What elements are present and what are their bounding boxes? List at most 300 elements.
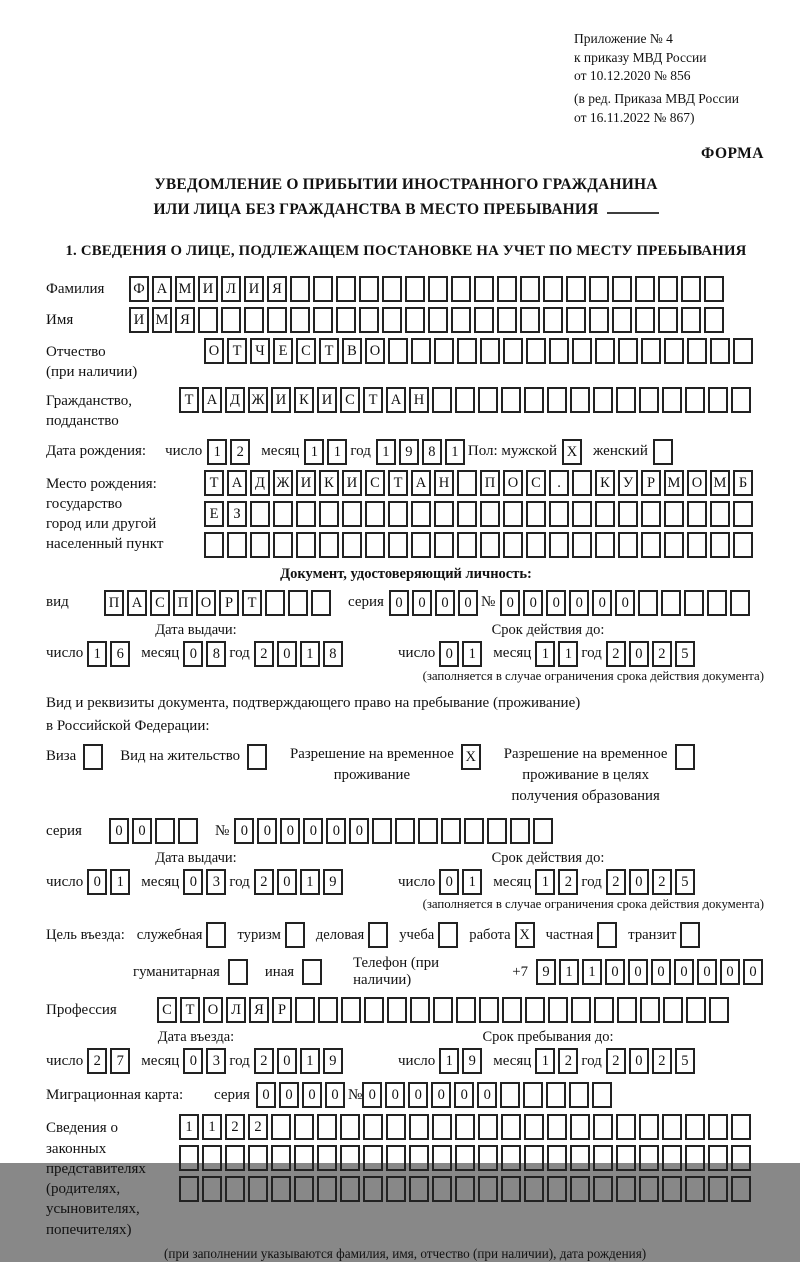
form-cell[interactable]: 2 bbox=[652, 1048, 672, 1074]
form-cell[interactable] bbox=[594, 997, 614, 1023]
form-cell[interactable] bbox=[569, 1082, 589, 1108]
form-cell[interactable] bbox=[616, 1114, 636, 1140]
form-cell[interactable]: О bbox=[204, 338, 224, 364]
form-cell[interactable] bbox=[455, 1114, 475, 1140]
form-cell[interactable]: 0 bbox=[385, 1082, 405, 1108]
form-cell[interactable] bbox=[572, 501, 592, 527]
form-cell[interactable]: 0 bbox=[743, 959, 763, 985]
form-cell[interactable]: Я bbox=[249, 997, 269, 1023]
form-cell[interactable] bbox=[365, 532, 385, 558]
form-cell[interactable] bbox=[340, 1114, 360, 1140]
form-cell[interactable]: 0 bbox=[183, 869, 203, 895]
form-cell[interactable] bbox=[250, 532, 270, 558]
form-cell[interactable]: 0 bbox=[389, 590, 409, 616]
form-cell[interactable]: 0 bbox=[302, 1082, 322, 1108]
form-cell[interactable] bbox=[179, 1145, 199, 1171]
form-cell[interactable] bbox=[372, 818, 392, 844]
form-cell[interactable] bbox=[639, 387, 659, 413]
form-cell[interactable]: А bbox=[411, 470, 431, 496]
form-cell[interactable]: И bbox=[317, 387, 337, 413]
form-cell[interactable] bbox=[288, 590, 308, 616]
form-cell[interactable] bbox=[687, 501, 707, 527]
form-cell[interactable]: 0 bbox=[629, 1048, 649, 1074]
form-cell[interactable] bbox=[83, 744, 103, 770]
form-cell[interactable]: А bbox=[202, 387, 222, 413]
form-cell[interactable]: 0 bbox=[651, 959, 671, 985]
form-cell[interactable]: М bbox=[152, 307, 172, 333]
form-cell[interactable]: Р bbox=[272, 997, 292, 1023]
form-cell[interactable] bbox=[572, 338, 592, 364]
form-cell[interactable] bbox=[571, 997, 591, 1023]
form-cell[interactable] bbox=[386, 1176, 406, 1202]
form-cell[interactable] bbox=[520, 307, 540, 333]
form-cell[interactable] bbox=[524, 387, 544, 413]
form-cell[interactable] bbox=[250, 501, 270, 527]
form-cell[interactable] bbox=[731, 1176, 751, 1202]
form-cell[interactable] bbox=[497, 276, 517, 302]
form-cell[interactable]: Т bbox=[227, 338, 247, 364]
form-cell[interactable]: . bbox=[549, 470, 569, 496]
form-cell[interactable]: П bbox=[104, 590, 124, 616]
form-cell[interactable]: И bbox=[129, 307, 149, 333]
form-cell[interactable] bbox=[336, 276, 356, 302]
form-cell[interactable] bbox=[363, 1114, 383, 1140]
form-cell[interactable]: 1 bbox=[304, 439, 324, 465]
form-cell[interactable] bbox=[382, 276, 402, 302]
form-cell[interactable]: 1 bbox=[376, 439, 396, 465]
form-cell[interactable] bbox=[290, 307, 310, 333]
form-cell[interactable] bbox=[708, 387, 728, 413]
form-cell[interactable] bbox=[432, 387, 452, 413]
form-cell[interactable]: З bbox=[227, 501, 247, 527]
form-cell[interactable] bbox=[433, 997, 453, 1023]
form-cell[interactable] bbox=[524, 1176, 544, 1202]
form-cell[interactable] bbox=[687, 532, 707, 558]
form-cell[interactable] bbox=[441, 818, 461, 844]
form-cell[interactable] bbox=[589, 276, 609, 302]
form-cell[interactable]: 1 bbox=[535, 869, 555, 895]
form-cell[interactable]: 1 bbox=[207, 439, 227, 465]
form-cell[interactable] bbox=[479, 997, 499, 1023]
form-cell[interactable] bbox=[365, 501, 385, 527]
form-cell[interactable] bbox=[388, 532, 408, 558]
form-cell[interactable]: И bbox=[342, 470, 362, 496]
form-cell[interactable]: 2 bbox=[254, 641, 274, 667]
form-cell[interactable] bbox=[340, 1145, 360, 1171]
form-cell[interactable]: 1 bbox=[87, 641, 107, 667]
form-cell[interactable]: А bbox=[152, 276, 172, 302]
form-cell[interactable]: 5 bbox=[675, 641, 695, 667]
form-cell[interactable]: С bbox=[340, 387, 360, 413]
form-cell[interactable]: 2 bbox=[225, 1114, 245, 1140]
form-cell[interactable] bbox=[592, 1082, 612, 1108]
form-cell[interactable]: 0 bbox=[257, 818, 277, 844]
form-cell[interactable] bbox=[480, 501, 500, 527]
form-cell[interactable] bbox=[364, 997, 384, 1023]
form-cell[interactable]: О bbox=[203, 997, 223, 1023]
form-cell[interactable] bbox=[179, 1176, 199, 1202]
form-cell[interactable] bbox=[221, 307, 241, 333]
form-cell[interactable]: 1 bbox=[202, 1114, 222, 1140]
form-cell[interactable]: 0 bbox=[303, 818, 323, 844]
form-cell[interactable] bbox=[295, 997, 315, 1023]
form-cell[interactable] bbox=[386, 1145, 406, 1171]
form-cell[interactable] bbox=[273, 501, 293, 527]
form-cell[interactable] bbox=[641, 338, 661, 364]
form-cell[interactable] bbox=[457, 470, 477, 496]
form-cell[interactable]: 0 bbox=[87, 869, 107, 895]
form-cell[interactable] bbox=[411, 338, 431, 364]
form-cell[interactable] bbox=[247, 744, 267, 770]
form-cell[interactable] bbox=[566, 307, 586, 333]
form-cell[interactable]: 0 bbox=[500, 590, 520, 616]
form-cell[interactable] bbox=[395, 818, 415, 844]
form-cell[interactable] bbox=[227, 532, 247, 558]
form-cell[interactable]: 0 bbox=[277, 869, 297, 895]
form-cell[interactable] bbox=[341, 997, 361, 1023]
form-cell[interactable] bbox=[198, 307, 218, 333]
form-cell[interactable] bbox=[708, 1114, 728, 1140]
form-cell[interactable] bbox=[503, 532, 523, 558]
form-cell[interactable] bbox=[503, 338, 523, 364]
form-cell[interactable]: 0 bbox=[629, 869, 649, 895]
form-cell[interactable] bbox=[434, 532, 454, 558]
form-cell[interactable] bbox=[731, 1145, 751, 1171]
form-cell[interactable] bbox=[593, 1114, 613, 1140]
form-cell[interactable] bbox=[664, 501, 684, 527]
form-cell[interactable] bbox=[455, 1145, 475, 1171]
form-cell[interactable]: X bbox=[461, 744, 481, 770]
form-cell[interactable] bbox=[409, 1114, 429, 1140]
form-cell[interactable]: О bbox=[365, 338, 385, 364]
form-cell[interactable] bbox=[388, 338, 408, 364]
form-cell[interactable] bbox=[524, 1114, 544, 1140]
form-cell[interactable] bbox=[547, 1114, 567, 1140]
form-cell[interactable] bbox=[363, 1176, 383, 1202]
form-cell[interactable]: Т bbox=[319, 338, 339, 364]
form-cell[interactable] bbox=[731, 387, 751, 413]
form-cell[interactable]: 0 bbox=[458, 590, 478, 616]
form-cell[interactable]: 8 bbox=[422, 439, 442, 465]
form-cell[interactable] bbox=[510, 818, 530, 844]
form-cell[interactable]: К bbox=[294, 387, 314, 413]
form-cell[interactable]: Т bbox=[363, 387, 383, 413]
form-cell[interactable]: 1 bbox=[462, 641, 482, 667]
form-cell[interactable] bbox=[296, 532, 316, 558]
form-cell[interactable] bbox=[710, 338, 730, 364]
form-cell[interactable] bbox=[595, 338, 615, 364]
form-cell[interactable]: 1 bbox=[300, 1048, 320, 1074]
form-cell[interactable] bbox=[342, 501, 362, 527]
form-cell[interactable]: 8 bbox=[206, 641, 226, 667]
form-cell[interactable] bbox=[733, 338, 753, 364]
form-cell[interactable] bbox=[434, 338, 454, 364]
form-cell[interactable] bbox=[457, 532, 477, 558]
form-cell[interactable] bbox=[418, 818, 438, 844]
form-cell[interactable]: Н bbox=[434, 470, 454, 496]
form-cell[interactable] bbox=[464, 818, 484, 844]
form-cell[interactable] bbox=[658, 276, 678, 302]
form-cell[interactable] bbox=[359, 276, 379, 302]
form-cell[interactable] bbox=[294, 1145, 314, 1171]
form-cell[interactable]: Т bbox=[242, 590, 262, 616]
form-cell[interactable]: Д bbox=[250, 470, 270, 496]
form-cell[interactable] bbox=[641, 501, 661, 527]
form-cell[interactable] bbox=[501, 1114, 521, 1140]
form-cell[interactable] bbox=[317, 1145, 337, 1171]
form-cell[interactable]: Р bbox=[219, 590, 239, 616]
form-cell[interactable] bbox=[294, 1176, 314, 1202]
form-cell[interactable] bbox=[641, 532, 661, 558]
form-cell[interactable]: 0 bbox=[362, 1082, 382, 1108]
form-cell[interactable]: 9 bbox=[462, 1048, 482, 1074]
form-cell[interactable]: Я bbox=[267, 276, 287, 302]
form-cell[interactable] bbox=[572, 470, 592, 496]
form-cell[interactable]: Ф bbox=[129, 276, 149, 302]
form-cell[interactable] bbox=[731, 1114, 751, 1140]
form-cell[interactable] bbox=[451, 307, 471, 333]
form-cell[interactable]: В bbox=[342, 338, 362, 364]
form-cell[interactable] bbox=[313, 307, 333, 333]
form-cell[interactable] bbox=[525, 997, 545, 1023]
form-cell[interactable] bbox=[663, 997, 683, 1023]
form-cell[interactable]: 0 bbox=[279, 1082, 299, 1108]
form-cell[interactable] bbox=[593, 1176, 613, 1202]
form-cell[interactable]: X bbox=[515, 922, 535, 948]
form-cell[interactable] bbox=[363, 1145, 383, 1171]
form-cell[interactable]: 2 bbox=[248, 1114, 268, 1140]
form-cell[interactable] bbox=[638, 590, 658, 616]
form-cell[interactable] bbox=[708, 1145, 728, 1171]
form-cell[interactable] bbox=[684, 590, 704, 616]
form-cell[interactable] bbox=[434, 501, 454, 527]
form-cell[interactable] bbox=[549, 532, 569, 558]
form-cell[interactable]: С bbox=[296, 338, 316, 364]
form-cell[interactable] bbox=[617, 997, 637, 1023]
form-cell[interactable] bbox=[411, 501, 431, 527]
form-cell[interactable] bbox=[612, 276, 632, 302]
form-cell[interactable]: С bbox=[526, 470, 546, 496]
form-cell[interactable]: 0 bbox=[412, 590, 432, 616]
form-cell[interactable] bbox=[635, 276, 655, 302]
form-cell[interactable] bbox=[155, 818, 175, 844]
form-cell[interactable]: 1 bbox=[110, 869, 130, 895]
form-cell[interactable] bbox=[618, 532, 638, 558]
form-cell[interactable] bbox=[318, 997, 338, 1023]
form-cell[interactable] bbox=[410, 997, 430, 1023]
form-cell[interactable] bbox=[709, 997, 729, 1023]
form-cell[interactable]: И bbox=[271, 387, 291, 413]
form-cell[interactable] bbox=[686, 997, 706, 1023]
form-cell[interactable]: 0 bbox=[435, 590, 455, 616]
form-cell[interactable] bbox=[456, 997, 476, 1023]
form-cell[interactable] bbox=[543, 276, 563, 302]
form-cell[interactable] bbox=[478, 387, 498, 413]
form-cell[interactable] bbox=[543, 307, 563, 333]
form-cell[interactable] bbox=[271, 1114, 291, 1140]
form-cell[interactable]: Е bbox=[204, 501, 224, 527]
form-cell[interactable] bbox=[317, 1176, 337, 1202]
form-cell[interactable] bbox=[342, 532, 362, 558]
form-cell[interactable] bbox=[428, 307, 448, 333]
form-cell[interactable]: 2 bbox=[87, 1048, 107, 1074]
form-cell[interactable] bbox=[616, 1176, 636, 1202]
form-cell[interactable]: 3 bbox=[206, 1048, 226, 1074]
form-cell[interactable]: 0 bbox=[546, 590, 566, 616]
form-cell[interactable] bbox=[616, 1145, 636, 1171]
form-cell[interactable]: 1 bbox=[179, 1114, 199, 1140]
form-cell[interactable]: 0 bbox=[628, 959, 648, 985]
form-cell[interactable] bbox=[526, 501, 546, 527]
form-cell[interactable] bbox=[704, 276, 724, 302]
form-cell[interactable] bbox=[487, 818, 507, 844]
form-cell[interactable] bbox=[409, 1145, 429, 1171]
form-cell[interactable] bbox=[685, 387, 705, 413]
form-cell[interactable] bbox=[595, 532, 615, 558]
form-cell[interactable] bbox=[549, 501, 569, 527]
form-cell[interactable]: 0 bbox=[674, 959, 694, 985]
form-cell[interactable] bbox=[202, 1176, 222, 1202]
form-cell[interactable]: Ж bbox=[273, 470, 293, 496]
form-cell[interactable]: 5 bbox=[675, 1048, 695, 1074]
form-cell[interactable] bbox=[409, 1176, 429, 1202]
form-cell[interactable]: Т bbox=[180, 997, 200, 1023]
form-cell[interactable] bbox=[411, 532, 431, 558]
form-cell[interactable]: Я bbox=[175, 307, 195, 333]
form-cell[interactable]: К bbox=[595, 470, 615, 496]
form-cell[interactable] bbox=[311, 590, 331, 616]
form-cell[interactable]: 1 bbox=[462, 869, 482, 895]
form-cell[interactable] bbox=[653, 439, 673, 465]
form-cell[interactable] bbox=[455, 387, 475, 413]
form-cell[interactable] bbox=[570, 1145, 590, 1171]
form-cell[interactable] bbox=[566, 276, 586, 302]
form-cell[interactable] bbox=[524, 1145, 544, 1171]
form-cell[interactable] bbox=[570, 1114, 590, 1140]
form-cell[interactable]: X bbox=[562, 439, 582, 465]
form-cell[interactable]: 6 bbox=[110, 641, 130, 667]
form-cell[interactable]: 0 bbox=[277, 1048, 297, 1074]
form-cell[interactable] bbox=[675, 744, 695, 770]
form-cell[interactable]: А bbox=[227, 470, 247, 496]
form-cell[interactable]: 0 bbox=[326, 818, 346, 844]
form-cell[interactable]: 1 bbox=[300, 869, 320, 895]
form-cell[interactable]: 2 bbox=[558, 869, 578, 895]
form-cell[interactable] bbox=[681, 307, 701, 333]
form-cell[interactable]: А bbox=[127, 590, 147, 616]
form-cell[interactable] bbox=[662, 387, 682, 413]
form-cell[interactable] bbox=[273, 532, 293, 558]
form-cell[interactable] bbox=[640, 997, 660, 1023]
form-cell[interactable] bbox=[523, 1082, 543, 1108]
form-cell[interactable]: 9 bbox=[536, 959, 556, 985]
form-cell[interactable] bbox=[359, 307, 379, 333]
form-cell[interactable] bbox=[549, 338, 569, 364]
form-cell[interactable] bbox=[225, 1176, 245, 1202]
form-cell[interactable] bbox=[387, 997, 407, 1023]
form-cell[interactable] bbox=[455, 1176, 475, 1202]
form-cell[interactable] bbox=[612, 307, 632, 333]
form-cell[interactable]: Л bbox=[221, 276, 241, 302]
form-cell[interactable]: Д bbox=[225, 387, 245, 413]
form-cell[interactable] bbox=[618, 338, 638, 364]
form-cell[interactable]: 0 bbox=[454, 1082, 474, 1108]
form-cell[interactable] bbox=[178, 818, 198, 844]
form-cell[interactable]: 3 bbox=[206, 869, 226, 895]
form-cell[interactable] bbox=[478, 1176, 498, 1202]
form-cell[interactable]: 0 bbox=[277, 641, 297, 667]
form-cell[interactable] bbox=[290, 276, 310, 302]
form-cell[interactable]: 0 bbox=[439, 869, 459, 895]
form-cell[interactable] bbox=[202, 1145, 222, 1171]
form-cell[interactable]: 1 bbox=[327, 439, 347, 465]
form-cell[interactable]: О bbox=[196, 590, 216, 616]
form-cell[interactable] bbox=[704, 307, 724, 333]
form-cell[interactable] bbox=[526, 338, 546, 364]
form-cell[interactable] bbox=[302, 959, 322, 985]
form-cell[interactable] bbox=[267, 307, 287, 333]
form-cell[interactable] bbox=[687, 338, 707, 364]
form-cell[interactable]: 2 bbox=[606, 641, 626, 667]
form-cell[interactable] bbox=[616, 387, 636, 413]
form-cell[interactable] bbox=[340, 1176, 360, 1202]
form-cell[interactable]: 0 bbox=[349, 818, 369, 844]
form-cell[interactable] bbox=[478, 1114, 498, 1140]
form-cell[interactable]: 2 bbox=[606, 1048, 626, 1074]
form-cell[interactable] bbox=[388, 501, 408, 527]
form-cell[interactable]: 9 bbox=[323, 1048, 343, 1074]
form-cell[interactable] bbox=[480, 338, 500, 364]
form-cell[interactable] bbox=[296, 501, 316, 527]
form-cell[interactable] bbox=[570, 387, 590, 413]
form-cell[interactable]: И bbox=[296, 470, 316, 496]
form-cell[interactable]: К bbox=[319, 470, 339, 496]
form-cell[interactable]: С bbox=[150, 590, 170, 616]
form-cell[interactable] bbox=[204, 532, 224, 558]
form-cell[interactable]: 0 bbox=[697, 959, 717, 985]
form-cell[interactable] bbox=[501, 1145, 521, 1171]
form-cell[interactable] bbox=[685, 1176, 705, 1202]
form-cell[interactable]: 0 bbox=[408, 1082, 428, 1108]
form-cell[interactable] bbox=[730, 590, 750, 616]
form-cell[interactable]: 0 bbox=[256, 1082, 276, 1108]
form-cell[interactable]: 2 bbox=[558, 1048, 578, 1074]
form-cell[interactable] bbox=[520, 276, 540, 302]
form-cell[interactable] bbox=[662, 1145, 682, 1171]
form-cell[interactable]: 0 bbox=[439, 641, 459, 667]
form-cell[interactable]: 0 bbox=[431, 1082, 451, 1108]
form-cell[interactable]: 9 bbox=[323, 869, 343, 895]
form-cell[interactable] bbox=[593, 387, 613, 413]
form-cell[interactable]: 1 bbox=[558, 641, 578, 667]
form-cell[interactable] bbox=[710, 532, 730, 558]
form-cell[interactable]: И bbox=[244, 276, 264, 302]
form-cell[interactable] bbox=[271, 1145, 291, 1171]
form-cell[interactable]: 0 bbox=[325, 1082, 345, 1108]
form-cell[interactable]: П bbox=[480, 470, 500, 496]
form-cell[interactable] bbox=[526, 532, 546, 558]
form-cell[interactable] bbox=[639, 1176, 659, 1202]
form-cell[interactable] bbox=[228, 959, 248, 985]
form-cell[interactable] bbox=[546, 1082, 566, 1108]
form-cell[interactable]: 0 bbox=[629, 641, 649, 667]
form-cell[interactable]: Н bbox=[409, 387, 429, 413]
form-cell[interactable]: 1 bbox=[300, 641, 320, 667]
form-cell[interactable]: 0 bbox=[720, 959, 740, 985]
form-cell[interactable] bbox=[285, 922, 305, 948]
form-cell[interactable] bbox=[497, 307, 517, 333]
form-cell[interactable] bbox=[547, 1176, 567, 1202]
